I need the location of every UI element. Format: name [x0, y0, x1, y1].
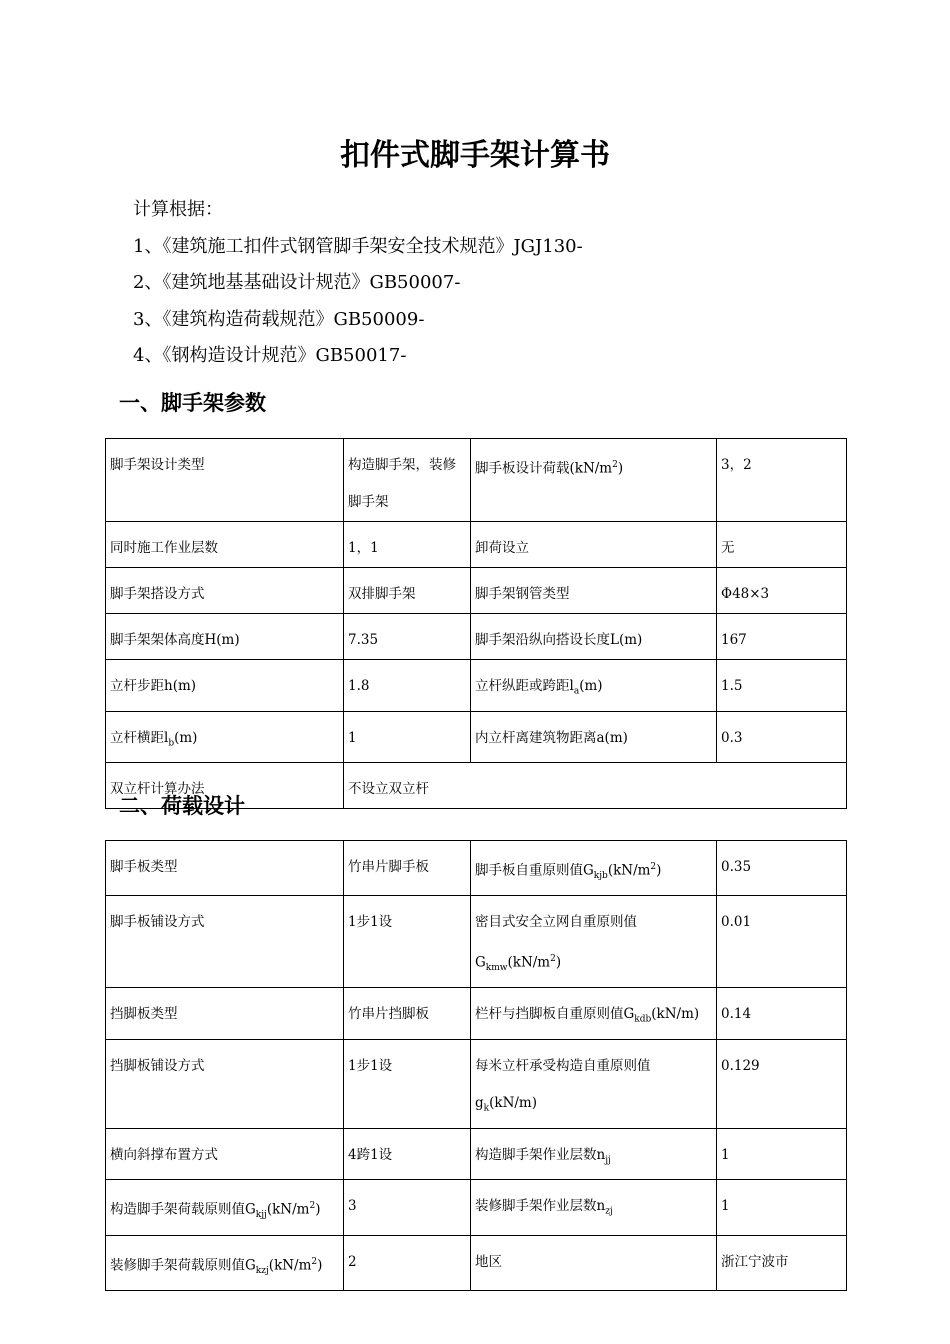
param-value: 无: [717, 522, 847, 568]
table-row: [106, 1128, 847, 1180]
param-label: 立杆步距h(m): [106, 660, 344, 712]
param-value: Φ48×3: [717, 568, 847, 614]
param-value: 2: [344, 1235, 471, 1290]
basis-item: 4、《钢构造设计规范》GB50017-: [133, 345, 407, 366]
param-label: 构造脚手架作业层数$n_{jj}$: [471, 1128, 717, 1180]
param-value: 1: [717, 1128, 847, 1180]
table-row: [106, 1235, 847, 1290]
param-value: 1步1设: [344, 896, 471, 988]
param-label: 栏杆与挡脚板自重原则值$G_{kdb}(kN/m)$: [471, 988, 717, 1040]
param-value: 167: [717, 614, 847, 660]
table-row: [106, 660, 847, 712]
param-label: 挡脚板铺设方式: [106, 1040, 344, 1129]
param-value: 0.129: [717, 1040, 847, 1129]
param-value: 1步1设: [344, 1040, 471, 1129]
param-value: 0.3: [717, 711, 847, 763]
table-row: [106, 1040, 847, 1129]
param-label: 卸荷设立: [471, 522, 717, 568]
param-value: 1: [344, 711, 471, 763]
param-value: 7.35: [344, 614, 471, 660]
param-value: 浙江宁波市: [717, 1235, 847, 1290]
param-label: 脚手板自重原则值$G_{kjb}(kN/m^2)$: [471, 841, 717, 896]
param-value: 竹串片脚手板: [344, 841, 471, 896]
basis-item: 2、《建筑地基基础设计规范》GB50007-: [133, 272, 461, 293]
param-label: 立杆纵距或跨距$l_a(m)$: [471, 660, 717, 712]
param-label: 内立杆离建筑物距离a(m): [471, 711, 717, 763]
param-label: 脚手架搭设方式: [106, 568, 344, 614]
param-value: 竹串片挡脚板: [344, 988, 471, 1040]
param-label: 密目式安全立网自重原则值 $G_{kmw}(kN/m^2)$: [471, 896, 717, 988]
param-value: 双排脚手架: [344, 568, 471, 614]
param-value: 1.5: [717, 660, 847, 712]
load-design-table: [105, 840, 847, 1291]
param-value: 0.14: [717, 988, 847, 1040]
scaffold-params-table: [105, 438, 847, 809]
param-label: 装修脚手架荷载原则值$G_{kzj}(kN/m^2)$: [106, 1235, 344, 1290]
param-value: 1.8: [344, 660, 471, 712]
basis-heading: 计算根据：: [133, 199, 223, 220]
param-label: 脚手架架体高度H(m): [106, 614, 344, 660]
param-label: 构造脚手架荷载原则值$G_{kjj}(kN/m^2)$: [106, 1180, 344, 1235]
table-row: [106, 896, 847, 988]
table-row: [106, 1180, 847, 1235]
table-row: [106, 568, 847, 614]
param-value: 4跨1设: [344, 1128, 471, 1180]
param-value: 不设立双立杆: [344, 763, 847, 809]
param-label: 立杆横距$l_b(m)$: [106, 711, 344, 763]
table-row: [106, 614, 847, 660]
param-label: 脚手板类型: [106, 841, 344, 896]
param-label: 横向斜撑布置方式: [106, 1128, 344, 1180]
param-value: 0.01: [717, 896, 847, 988]
basis-item: 3、《建筑构造荷载规范》GB50009-: [133, 308, 425, 330]
basis-block: [133, 192, 583, 375]
param-value: 1: [717, 1180, 847, 1235]
section-heading-load-design: 二、荷载设计: [119, 794, 245, 818]
basis-item: 1、《建筑施工扣件式钢管脚手架安全技术规范》JGJ130-: [133, 235, 583, 257]
param-value: 3，2: [717, 439, 847, 522]
param-label: 同时施工作业层数: [106, 522, 344, 568]
document-title: 扣件式脚手架计算书: [340, 138, 610, 173]
param-value: 构造脚手架，装修脚手架: [344, 439, 471, 522]
param-label: 地区: [471, 1235, 717, 1290]
param-label: 脚手架沿纵向搭设长度L(m): [471, 614, 717, 660]
param-label: 每米立杆承受构造自重原则值 $g_k(kN/m)$: [471, 1040, 717, 1129]
param-label: 脚手板铺设方式: [106, 896, 344, 988]
param-label: 脚手板设计荷载$(kN/m^2)$: [471, 439, 717, 522]
section-heading-scaffold-params: 一、脚手架参数: [119, 391, 266, 415]
table-row: [106, 711, 847, 763]
param-value: 0.35: [717, 841, 847, 896]
param-label: 双立杆计算办法: [106, 763, 344, 809]
param-value: 3: [344, 1180, 471, 1235]
table-row: [106, 841, 847, 896]
param-value: 1，1: [344, 522, 471, 568]
param-label: 装修脚手架作业层数$n_{zj}$: [471, 1180, 717, 1235]
table-row: [106, 988, 847, 1040]
param-label: 挡脚板类型: [106, 988, 344, 1040]
param-label: 脚手架钢管类型: [471, 568, 717, 614]
table-row: [106, 522, 847, 568]
param-label: 脚手架设计类型: [106, 439, 344, 522]
table-row: [106, 439, 847, 522]
